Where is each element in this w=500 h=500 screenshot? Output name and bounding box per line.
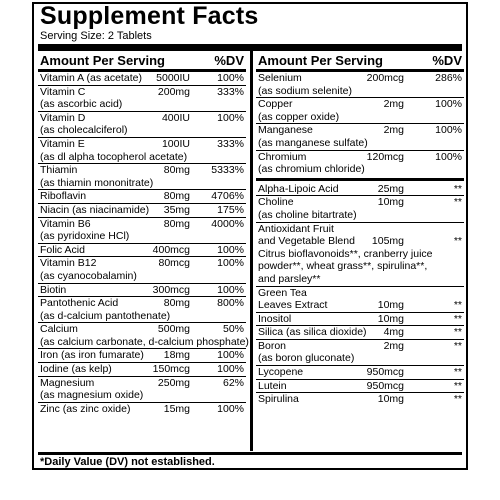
nutrient-line: [38, 349, 246, 362]
nutrient-amount: 18mg: [163, 349, 190, 362]
nutrient-line: [256, 151, 464, 164]
nutrient-line: [256, 124, 464, 137]
nutrient-name: Green Tea: [258, 286, 307, 299]
nutrient-row: [38, 363, 246, 377]
nutrient-source: (as calcium carbonate, d-calcium phosphate): [40, 335, 249, 348]
nutrient-line: [38, 363, 246, 376]
nutrient-line: [256, 196, 464, 209]
nutrient-source: (as cholecalciferol): [40, 124, 128, 137]
nutrient-dv: 286%: [435, 72, 462, 84]
nutrient-name: Vitamin B12: [40, 257, 97, 270]
nutrient-row: [256, 196, 464, 222]
nutrient-amount: 35mg: [163, 203, 190, 216]
nutrient-line: [38, 218, 246, 231]
nutrient-name: Inositol: [258, 312, 292, 325]
nutrient-name: Vitamin E: [40, 137, 85, 150]
nutrient-amount: 80mg: [163, 164, 190, 177]
nutrient-source: (as chromium chloride): [258, 163, 365, 176]
nutrient-dv: **: [453, 312, 462, 325]
nutrient-name: Folic Acid: [40, 243, 85, 256]
nutrient-name: Vitamin A (as acetate): [40, 72, 142, 84]
nutrient-name: Magnesium: [40, 376, 95, 389]
right-other-list: [256, 183, 464, 406]
nutrient-name: Vitamin C: [40, 85, 86, 98]
nutrient-name: Choline: [258, 196, 294, 209]
nutrient-dv: 4706%: [211, 190, 244, 203]
nutrient-amount: 105mg: [371, 235, 404, 248]
nutrient-amount: 200mcg: [366, 72, 404, 84]
footnote: *Daily Value (DV) not established.: [40, 456, 215, 468]
nutrient-source: (as thiamin mononitrate): [40, 176, 154, 189]
amount-header: Amount Per Serving: [258, 53, 383, 68]
nutrient-dv: 100%: [217, 72, 244, 84]
nutrient-amount: 5000IU: [156, 72, 190, 84]
nutrient-row: [38, 403, 246, 416]
nutrient-dv: 100%: [217, 363, 244, 376]
nutrient-dv: 50%: [222, 323, 244, 336]
nutrient-name: Chromium: [258, 150, 307, 163]
nutrient-dv: 5333%: [211, 164, 244, 177]
nutrient-row: [38, 112, 246, 138]
nutrient-line: [256, 393, 464, 406]
nutrient-line: [256, 326, 464, 339]
nutrient-row: [256, 223, 464, 287]
amount-header: Amount Per Serving: [40, 53, 165, 68]
nutrient-amount: 10mg: [377, 299, 404, 312]
nutrient-dv: **: [453, 339, 462, 352]
dv-header: %DV: [432, 53, 462, 68]
nutrient-name: Alpha-Lipoic Acid: [258, 182, 339, 195]
nutrient-name: Leaves Extract: [258, 299, 328, 312]
nutrient-amount: 2mg: [383, 124, 404, 137]
nutrient-row: [256, 72, 464, 98]
nutrient-dv: 800%: [217, 297, 244, 310]
nutrient-amount: 25mg: [377, 182, 404, 195]
nutrient-line: [256, 299, 464, 312]
nutrient-dv: 100%: [435, 150, 462, 163]
nutrient-line: [38, 190, 246, 203]
nutrient-row: [38, 204, 246, 218]
nutrient-source: (as dl alpha tocopherol acetate): [40, 150, 188, 163]
nutrient-amount: 500mg: [157, 323, 190, 336]
nutrient-line: [256, 340, 464, 353]
nutrient-line: [256, 313, 464, 326]
nutrient-row: [256, 287, 464, 313]
right-mineral-list: [256, 72, 464, 176]
nutrient-dv: 4000%: [211, 217, 244, 230]
thick-divider: [38, 44, 462, 51]
nutrient-dv: **: [453, 182, 462, 195]
dv-header: %DV: [214, 53, 244, 68]
nutrient-amount: 400mcg: [152, 243, 190, 256]
nutrient-amount: 150mcg: [152, 363, 190, 376]
serving-size: Serving Size: 2 Tablets: [40, 30, 152, 42]
nutrient-line: [256, 223, 464, 236]
nutrient-amount: 80mg: [163, 297, 190, 310]
nutrient-row: [256, 183, 464, 197]
nutrient-dv: 100%: [217, 402, 244, 415]
nutrient-name: Iron (as iron fumarate): [40, 349, 144, 362]
nutrient-amount: 950mcg: [366, 379, 404, 392]
nutrient-line: [38, 204, 246, 217]
nutrient-name: Zinc (as zinc oxide): [40, 402, 131, 415]
nutrient-name: Thiamin: [40, 164, 78, 177]
nutrient-line: [38, 257, 246, 270]
nutrient-amount: 10mg: [377, 312, 404, 325]
nutrient-name: Lutein: [258, 379, 287, 392]
nutrient-amount: 10mg: [377, 393, 404, 406]
nutrient-line: [38, 164, 246, 177]
nutrient-amount: 950mcg: [366, 366, 404, 379]
nutrient-row: [256, 380, 464, 394]
nutrient-source: (as cyanocobalamin): [40, 269, 137, 282]
nutrient-row: [256, 393, 464, 406]
panel-title: Supplement Facts: [40, 2, 259, 30]
blend-ingredients: and parsley**: [258, 272, 321, 285]
nutrient-name: Silica (as silica dioxide): [258, 326, 367, 339]
nutrient-amount: 100IU: [161, 137, 190, 150]
nutrient-row: [256, 340, 464, 366]
nutrient-row: [38, 72, 246, 86]
nutrient-row: [256, 124, 464, 150]
nutrient-amount: 80mg: [163, 217, 190, 230]
nutrient-amount: 250mg: [157, 376, 190, 389]
nutrient-line: [38, 244, 246, 257]
nutrient-amount: 10mg: [377, 196, 404, 209]
nutrient-source: (as sodium selenite): [258, 84, 352, 97]
nutrient-name: Riboflavin: [40, 190, 87, 203]
nutrient-line: [256, 235, 464, 248]
nutrient-amount: 2mg: [383, 98, 404, 111]
nutrient-name: Pantothenic Acid: [40, 297, 119, 310]
nutrient-name: Niacin (as niacinamide): [40, 203, 150, 216]
nutrient-name: Manganese: [258, 124, 313, 137]
nutrient-dv: 100%: [217, 349, 244, 362]
nutrient-amount: 2mg: [383, 339, 404, 352]
nutrient-source: (as magnesium oxide): [40, 389, 144, 402]
nutrient-name: and Vegetable Blend: [258, 235, 355, 248]
nutrient-row: [38, 218, 246, 244]
nutrient-row: [38, 190, 246, 204]
supplement-facts-panel: [32, 2, 468, 470]
nutrient-amount: 80mcg: [158, 257, 190, 270]
section-divider: [256, 178, 464, 181]
right-column-header: [256, 51, 464, 69]
nutrient-row: [38, 257, 246, 283]
nutrient-line: [256, 366, 464, 379]
nutrient-row: [256, 313, 464, 327]
nutrient-name: Vitamin B6: [40, 217, 91, 230]
nutrient-name: Boron: [258, 339, 287, 352]
nutrient-name: Calcium: [40, 323, 78, 336]
right-column: [256, 51, 464, 406]
nutrient-row: [38, 244, 246, 258]
nutrient-line: [38, 284, 246, 297]
nutrient-row: [38, 138, 246, 164]
nutrient-dv: 333%: [217, 137, 244, 150]
nutrient-row: [38, 297, 246, 323]
nutrient-row: [38, 284, 246, 298]
nutrient-amount: 15mg: [163, 402, 190, 415]
nutrient-dv: **: [453, 393, 462, 406]
nutrient-name: Antioxidant Fruit: [258, 222, 334, 235]
nutrient-name: Selenium: [258, 72, 302, 84]
nutrient-line: [38, 403, 246, 416]
nutrient-row: [38, 86, 246, 112]
nutrient-source: (as ascorbic acid): [40, 98, 123, 111]
nutrient-name: Lycopene: [258, 366, 304, 379]
nutrient-source: (as boron gluconate): [258, 352, 355, 365]
nutrient-line: [38, 323, 246, 336]
nutrient-line: [38, 112, 246, 125]
nutrient-name: Biotin: [40, 283, 67, 296]
nutrient-line: [256, 380, 464, 393]
nutrient-line: [256, 98, 464, 111]
blend-ingredients: Citrus bioflavonoids**, cranberry juice: [258, 247, 433, 260]
blend-ingredients: powder**, wheat grass**, spirulina**,: [258, 260, 428, 273]
nutrient-dv: **: [453, 235, 462, 248]
nutrient-row: [256, 98, 464, 124]
nutrient-amount: 80mg: [163, 190, 190, 203]
nutrient-row: [256, 326, 464, 340]
nutrient-source: (as manganese sulfate): [258, 136, 368, 149]
nutrient-amount: 120mcg: [366, 150, 404, 163]
nutrient-dv: **: [453, 366, 462, 379]
nutrient-dv: **: [453, 379, 462, 392]
nutrient-line: [256, 287, 464, 300]
nutrient-dv: 100%: [217, 243, 244, 256]
nutrient-dv: **: [453, 196, 462, 209]
nutrient-source: (as choline bitartrate): [258, 208, 357, 221]
nutrient-line: [38, 72, 246, 85]
nutrient-row: [38, 349, 246, 363]
nutrient-dv: 100%: [435, 124, 462, 137]
nutrient-row: [256, 366, 464, 380]
nutrient-dv: 100%: [217, 257, 244, 270]
nutrient-row: [256, 151, 464, 176]
nutrient-amount: 4mg: [383, 326, 404, 339]
left-column: [38, 51, 249, 415]
nutrient-row: [38, 377, 246, 403]
nutrient-line: [256, 183, 464, 196]
left-column-header: [38, 51, 246, 69]
nutrient-row: [38, 164, 246, 190]
nutrient-line: [38, 297, 246, 310]
nutrient-dv: 175%: [217, 203, 244, 216]
bottom-divider: [38, 452, 462, 455]
nutrient-source: (as copper oxide): [258, 110, 340, 123]
nutrient-line: [38, 377, 246, 390]
nutrient-amount: 300mcg: [152, 283, 190, 296]
nutrient-amount: 200mg: [157, 85, 190, 98]
nutrient-amount: 400IU: [161, 111, 190, 124]
nutrient-row: [38, 323, 249, 349]
column-divider: [250, 51, 253, 451]
nutrient-name: Vitamin D: [40, 111, 86, 124]
nutrient-dv: 100%: [217, 111, 244, 124]
nutrient-dv: 100%: [217, 283, 244, 296]
nutrient-source: (as d-calcium pantothenate): [40, 309, 171, 322]
left-nutrient-list: [38, 72, 249, 415]
nutrient-dv: 100%: [435, 98, 462, 111]
nutrient-name: Iodine (as kelp): [40, 363, 112, 376]
nutrient-line: [38, 86, 246, 99]
nutrient-dv: 62%: [222, 376, 244, 389]
nutrient-name: Copper: [258, 98, 293, 111]
nutrient-name: Spirulina: [258, 393, 299, 406]
nutrient-dv: **: [453, 326, 462, 339]
nutrient-line: [38, 138, 246, 151]
nutrient-dv: **: [453, 299, 462, 312]
nutrient-source: (as pyridoxine HCl): [40, 230, 130, 243]
nutrient-dv: 333%: [217, 85, 244, 98]
nutrient-line: [256, 72, 464, 85]
